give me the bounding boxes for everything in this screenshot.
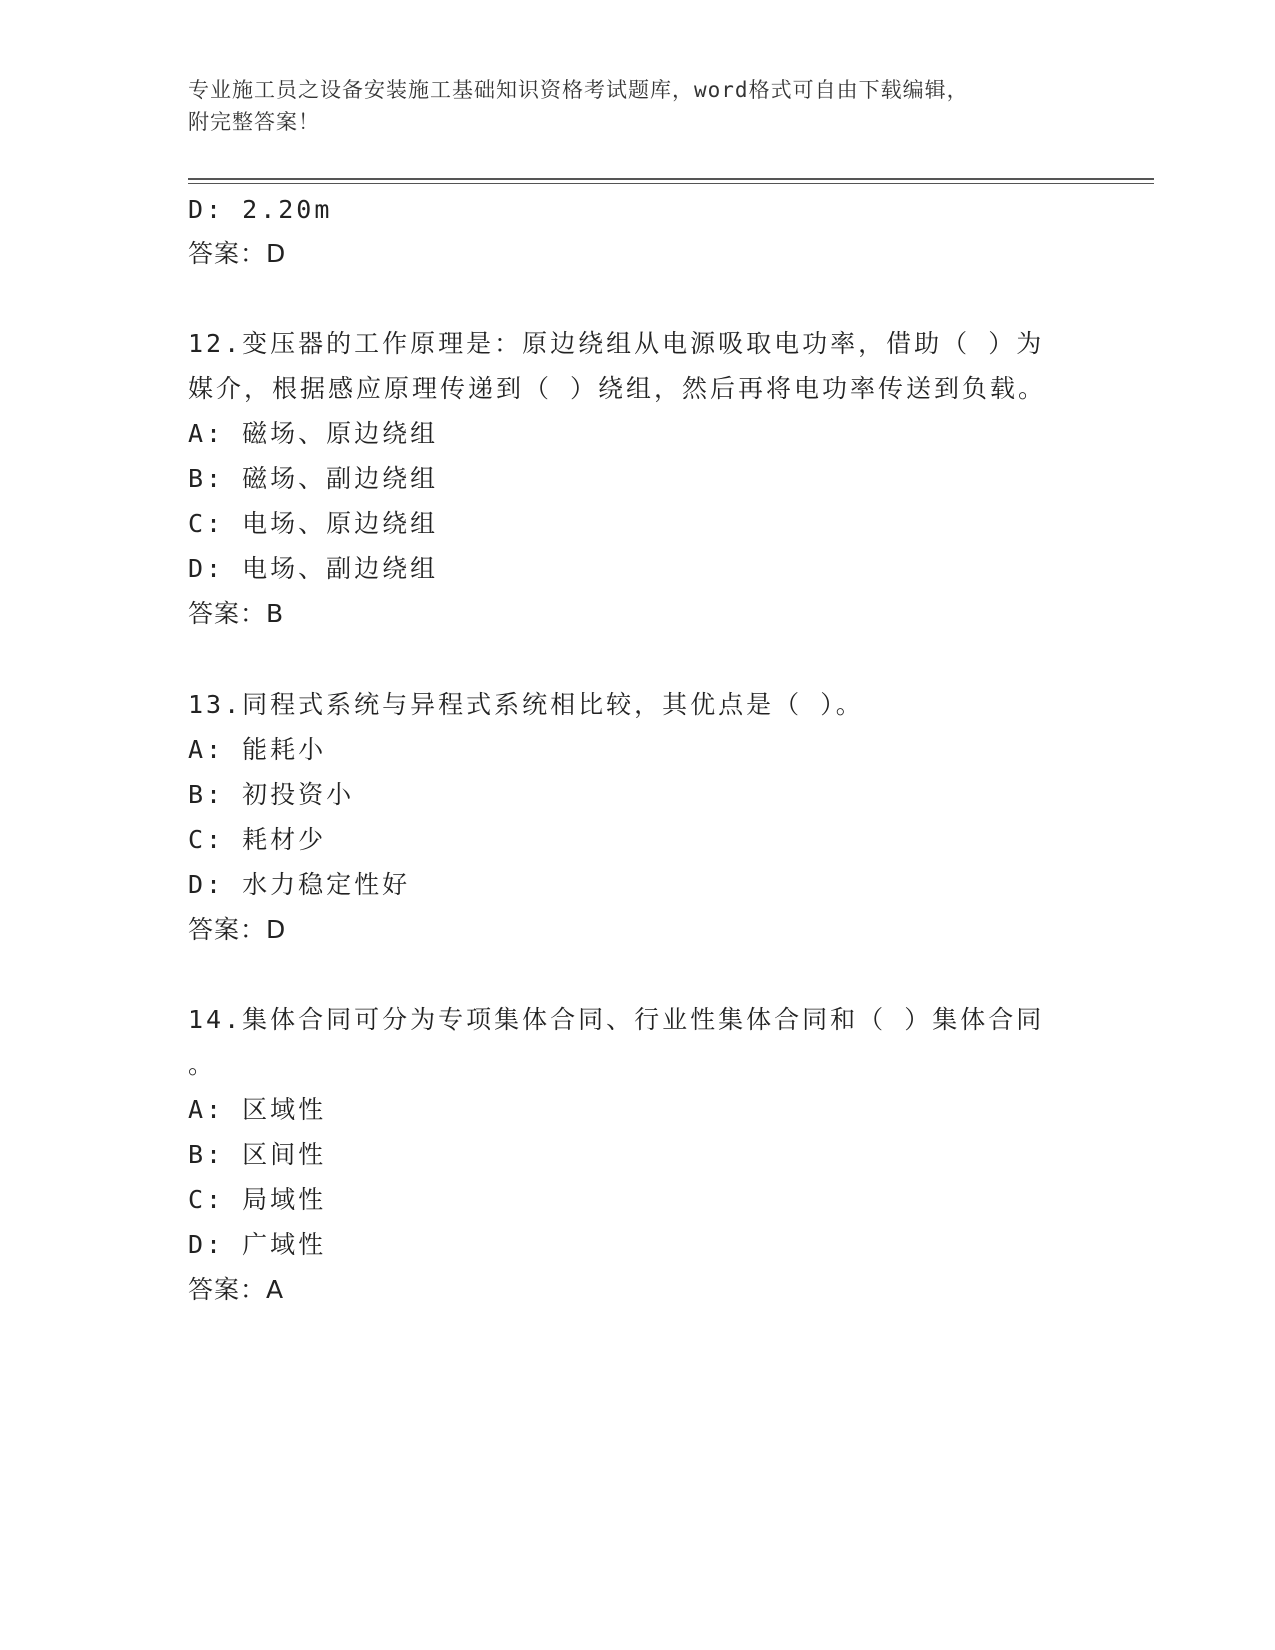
q14-option-c: C: 局域性 [188,1185,327,1214]
q14-option-b: B: 区间性 [188,1140,327,1169]
header-line-1: 专业施工员之设备安装施工基础知识资格考试题库，word格式可自由下载编辑， [188,78,969,102]
q14-answer: 答案：A [188,1275,285,1304]
q14-option-d: D: 广域性 [188,1230,327,1259]
q13-stem-line-1: 13.同程式系统与异程式系统相比较，其优点是（ ）。 [188,690,864,719]
header-rule-thick [188,178,1154,180]
prev-option-d: D: 2.20m [188,195,333,224]
q12-option-b: B: 磁场、副边绕组 [188,464,439,493]
q12-answer: 答案：B [188,599,285,628]
header-rule-thin [188,183,1154,184]
q13-option-d: D: 水力稳定性好 [188,870,411,899]
q12-option-d: D: 电场、副边绕组 [188,554,439,583]
q13-option-b: B: 初投资小 [188,780,355,809]
q14-stem-line-1: 14.集体合同可分为专项集体合同、行业性集体合同和（ ）集体合同 [188,1005,1045,1034]
q12-stem-line-2: 媒介，根据感应原理传递到（ ）绕组，然后再将电功率传送到负载。 [188,374,1047,403]
q12-stem-line-1: 12.变压器的工作原理是：原边绕组从电源吸取电功率，借助（ ）为 [188,329,1045,358]
q13-option-a: A: 能耗小 [188,735,327,764]
prev-answer: 答案：D [188,239,287,268]
q14-option-a: A: 区域性 [188,1095,327,1124]
q12-option-c: C: 电场、原边绕组 [188,509,439,538]
q13-answer: 答案：D [188,915,287,944]
q14-stem-line-2: 。 [188,1050,217,1079]
document-header [188,74,1078,138]
q12-option-a: A: 磁场、原边绕组 [188,419,439,448]
header-line-2: 附完整答案！ [188,110,320,134]
q13-option-c: C: 耗材少 [188,825,327,854]
